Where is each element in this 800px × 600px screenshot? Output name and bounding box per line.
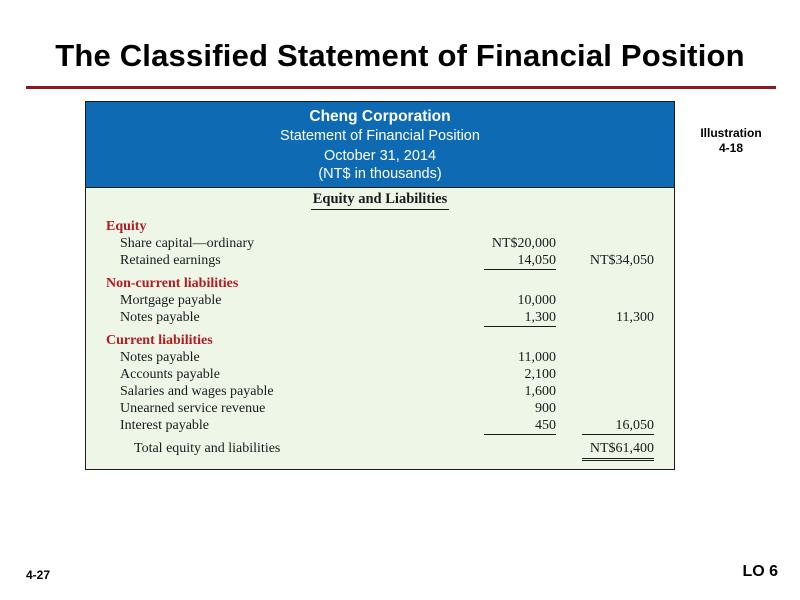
line-item-amount: 1,300 <box>484 309 556 327</box>
company-name: Cheng Corporation <box>309 108 451 125</box>
line-item-amount: 450 <box>484 417 556 435</box>
illustration-line2: 4-18 <box>718 141 744 155</box>
line-item-label: Interest payable <box>120 418 210 433</box>
line-item <box>86 292 674 309</box>
line-item-label: Share capital—ordinary <box>120 236 255 251</box>
line-item <box>86 366 674 383</box>
line-item-label: Notes payable <box>120 350 200 365</box>
section-heading <box>86 191 674 210</box>
statement-body <box>86 188 674 469</box>
line-item <box>86 417 674 434</box>
title-divider <box>26 86 776 89</box>
statement-date: October 31, 2014 <box>323 148 437 164</box>
learning-objective: LO 6 <box>742 563 778 580</box>
group-heading-non-current-liabilities <box>86 275 674 292</box>
line-item-subtotal: 11,300 <box>616 310 654 325</box>
illustration-line1: Illustration <box>700 126 762 140</box>
line-item <box>86 349 674 366</box>
page-number: 4-27 <box>26 568 51 582</box>
line-item-amount: 11,000 <box>518 350 556 365</box>
slide-title: The Classified Statement of Financial Position <box>55 38 745 73</box>
statement-header <box>86 102 674 188</box>
line-item-amount: NT$20,000 <box>491 236 556 251</box>
line-item <box>86 400 674 417</box>
total-amount: NT$61,400 <box>582 440 654 461</box>
total-label: Total equity and liabilities <box>134 441 281 456</box>
line-item-amount: 14,050 <box>484 252 556 270</box>
line-item-label: Mortgage payable <box>120 293 222 308</box>
section-heading-text: Equity and Liabilities <box>311 191 450 210</box>
group-heading-current-liabilities <box>86 332 674 349</box>
group-heading-label: Equity <box>106 219 147 234</box>
line-item <box>86 252 674 269</box>
financial-statement <box>85 101 675 470</box>
line-item-label: Salaries and wages payable <box>120 384 274 399</box>
group-heading-equity <box>86 218 674 235</box>
line-item-amount: 10,000 <box>517 293 556 308</box>
line-item <box>86 235 674 252</box>
line-item-label: Retained earnings <box>120 253 221 268</box>
line-item-label: Accounts payable <box>120 367 220 382</box>
statement-name: Statement of Financial Position <box>280 128 480 144</box>
line-item-label: Unearned service revenue <box>120 401 266 416</box>
line-item-subtotal: 16,050 <box>582 417 654 435</box>
line-item <box>86 383 674 400</box>
statement-units: (NT$ in thousands) <box>318 166 442 182</box>
line-item-amount: 900 <box>535 401 556 416</box>
illustration-label <box>690 126 772 156</box>
line-item-subtotal: NT$34,050 <box>589 253 654 268</box>
line-item-label: Notes payable <box>120 310 200 325</box>
total-row <box>86 440 674 457</box>
group-heading-label: Non-current liabilities <box>106 276 239 291</box>
line-item <box>86 309 674 326</box>
group-heading-label: Current liabilities <box>106 333 213 348</box>
line-item-amount: 2,100 <box>524 367 556 382</box>
line-item-amount: 1,600 <box>524 384 556 399</box>
